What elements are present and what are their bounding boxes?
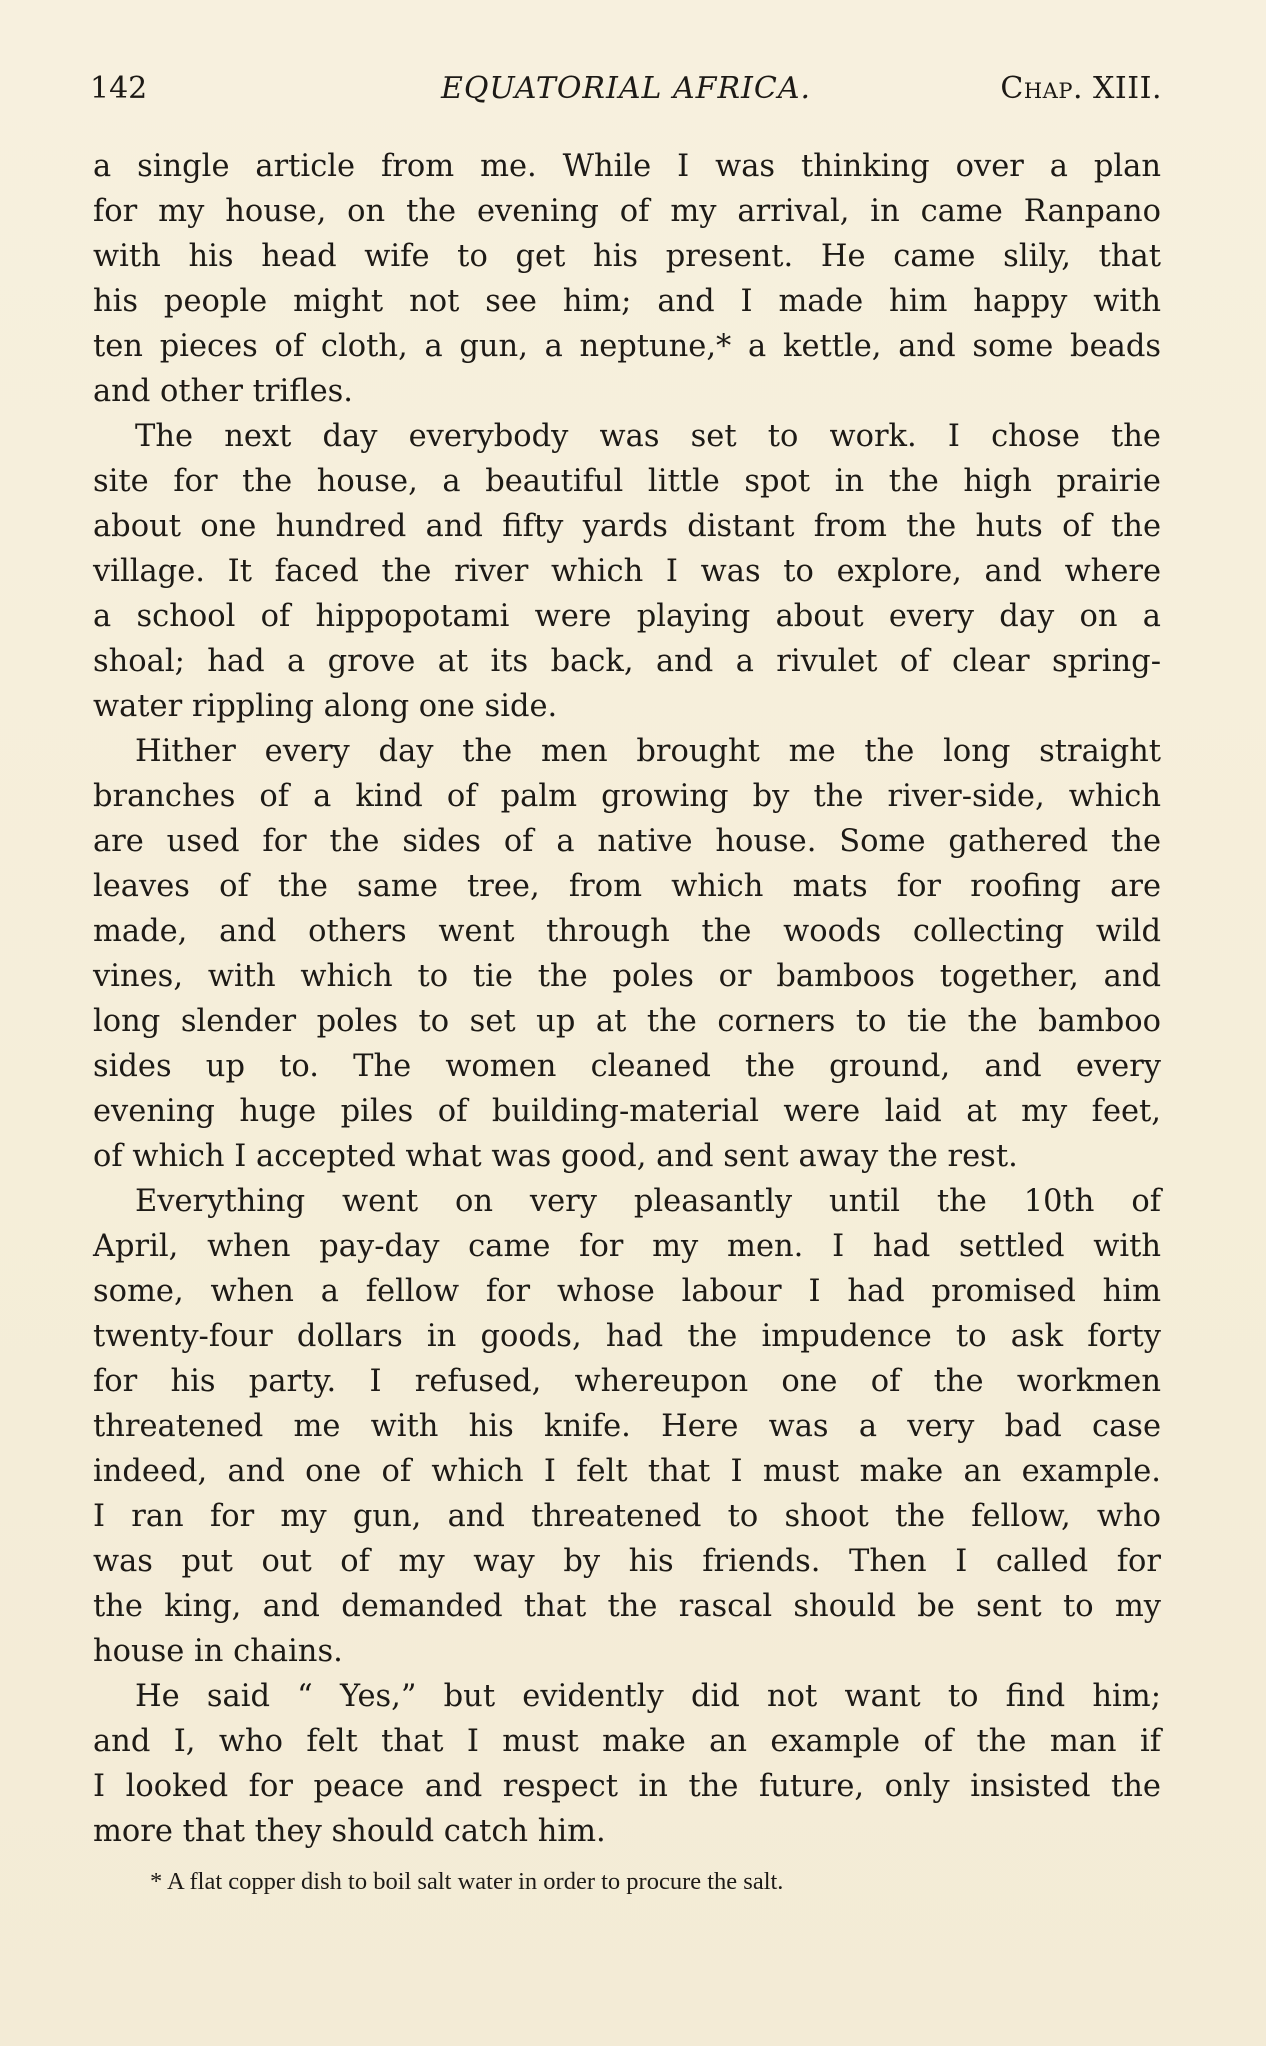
text-line: leaves of the same tree, from which mats for roofing are xyxy=(93,869,1161,904)
text-line: Everything went on very pleasantly until the 10th of xyxy=(135,1184,1161,1219)
text-line: of which I accepted what was good, and sent away the rest. xyxy=(93,1139,1018,1174)
text-line: sides up to. The women cleaned the ground, and every xyxy=(93,1049,1161,1084)
text-line: I looked for peace and respect in the future, only insisted the xyxy=(93,1769,1161,1804)
text-line: made, and others went through the woods collecting wild xyxy=(93,914,1161,949)
text-line: threatened me with his knife. Here was a very bad case xyxy=(93,1409,1161,1444)
text-line: shoal; had a grove at its back, and a rivulet of clear spring- xyxy=(93,644,1161,679)
text-line: a school of hippopotami were playing about every day on a xyxy=(93,599,1161,634)
text-line: house in chains. xyxy=(93,1634,343,1669)
text-line: branches of a kind of palm growing by the river-side, which xyxy=(93,779,1161,814)
body-text xyxy=(93,144,1161,1854)
text-line: for my house, on the evening of my arrival, in came Ranpano xyxy=(93,194,1161,229)
text-line: some, when a fellow for whose labour I had promised him xyxy=(93,1274,1161,1309)
running-title: EQUATORIAL AFRICA. xyxy=(440,71,812,106)
text-line: are used for the sides of a native house. Some gathered the xyxy=(93,824,1161,859)
text-line: water rippling along one side. xyxy=(93,689,558,724)
text-line: long slender poles to set up at the corners to tie the bamboo xyxy=(93,1004,1161,1039)
running-head xyxy=(90,68,1162,110)
text-line: village. It faced the river which I was to explore, and where xyxy=(93,554,1161,589)
text-line: with his head wife to get his present. He came slily, that xyxy=(93,239,1161,274)
text-line: for his party. I refused, whereupon one of the workmen xyxy=(93,1364,1161,1399)
text-line: his people might not see him; and I made him happy with xyxy=(93,284,1161,319)
page-number: 142 xyxy=(90,71,148,106)
text-line: ten pieces of cloth, a gun, a neptune,* a kettle, and some beads xyxy=(93,329,1161,364)
text-line: evening huge piles of building-material were laid at my feet, xyxy=(93,1094,1161,1129)
text-line: about one hundred and fifty yards distant from the huts of the xyxy=(93,509,1161,544)
text-line: He said “ Yes,” but evidently did not want to find him; xyxy=(135,1679,1161,1714)
text-line: April, when pay-day came for my men. I had settled with xyxy=(93,1229,1161,1264)
text-line: site for the house, a beautiful little spot in the high prairie xyxy=(93,464,1161,499)
text-line: I ran for my gun, and threatened to shoot the fellow, who xyxy=(93,1499,1161,1534)
text-line: twenty-four dollars in goods, had the impudence to ask forty xyxy=(93,1319,1161,1354)
text-line: The next day everybody was set to work. I chose the xyxy=(135,419,1161,454)
text-line: the king, and demanded that the rascal should be sent to my xyxy=(93,1589,1161,1624)
text-line: a single article from me. While I was thinking over a plan xyxy=(93,149,1161,184)
text-line: Hither every day the men brought me the long straight xyxy=(135,734,1161,769)
text-line: was put out of my way by his friends. Then I called for xyxy=(93,1544,1161,1579)
text-line: and other trifles. xyxy=(93,374,353,409)
chapter-reference: Chap. XIII. xyxy=(1000,71,1162,106)
text-line: more that they should catch him. xyxy=(93,1814,606,1849)
footnote: * A flat copper dish to boil salt water in order to procure the salt. xyxy=(150,1868,784,1895)
text-line: vines, with which to tie the poles or bamboos together, and xyxy=(93,959,1161,994)
text-line: indeed, and one of which I felt that I must make an example. xyxy=(93,1454,1161,1489)
text-line: and I, who felt that I must make an example of the man if xyxy=(93,1724,1161,1759)
